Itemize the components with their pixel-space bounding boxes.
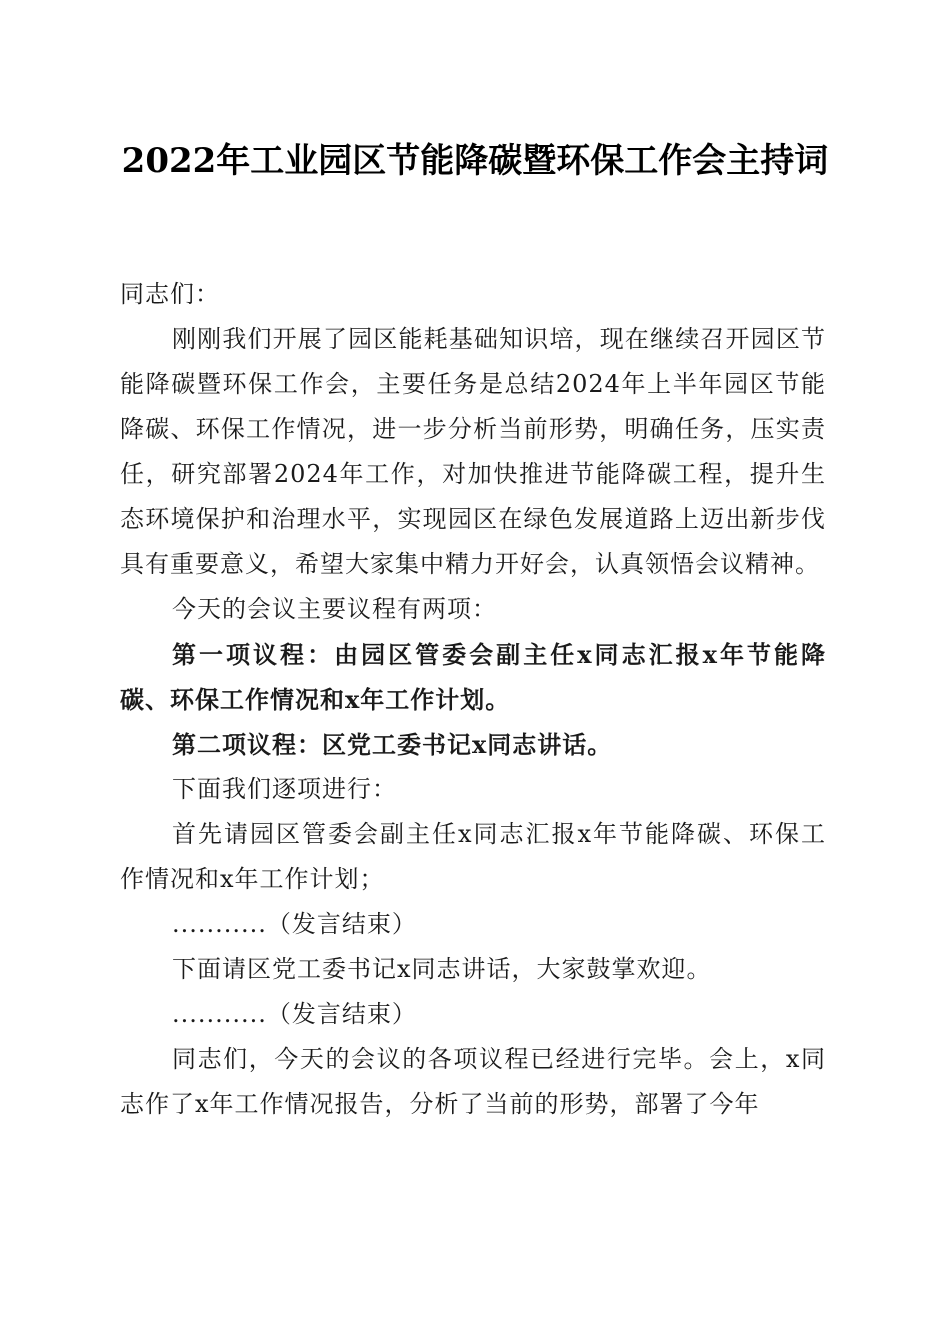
- document-title: 2022年工业园区节能降碳暨环保工作会主持词: [121, 141, 829, 181]
- paragraph-intro: 刚刚我们开展了园区能耗基础知识培，现在继续召开园区节能降碳暨环保工作会，主要任务是总结2024年上半年园区节能降碳、环保工作情况，进一步分析当前形势，明确任务，压实责任，研究部署2024年工作，对加快推进节能降碳工程，提升生态环境保护和治理水平，实现园区在绿色发展道路上迈出新步伐具有重要意义，希望大家集中精力开好会，认真领悟会议精神。: [120, 325, 826, 578]
- document-body: [120, 272, 826, 1127]
- paragraph-speech-end-1: ...........（发言结束）: [172, 910, 417, 938]
- paragraph-first-speaker: 首先请园区管委会副主任x同志汇报x年节能降碳、环保工作情况和x年工作计划；: [120, 820, 826, 893]
- paragraph-agenda-intro: 今天的会议主要议程有两项：: [172, 595, 497, 623]
- paragraph-agenda-item-2: 第二项议程：区党工委书记x同志讲话。: [172, 730, 613, 759]
- paragraph-closing: 同志们，今天的会议的各项议程已经进行完毕。会上，x同志作了x年工作情况报告，分析了当前的形势，部署了今年: [120, 1045, 826, 1118]
- salutation: 同志们：: [120, 280, 220, 308]
- paragraph-proceed: 下面我们逐项进行：: [172, 775, 397, 803]
- paragraph-agenda-item-1: 第一项议程：由园区管委会副主任x同志汇报x年节能降碳、环保工作情况和x年工作计划。: [120, 640, 826, 714]
- paragraph-second-speaker: 下面请区党工委书记x同志讲话，大家鼓掌欢迎。: [172, 955, 712, 983]
- paragraph-speech-end-2: ...........（发言结束）: [172, 1000, 417, 1028]
